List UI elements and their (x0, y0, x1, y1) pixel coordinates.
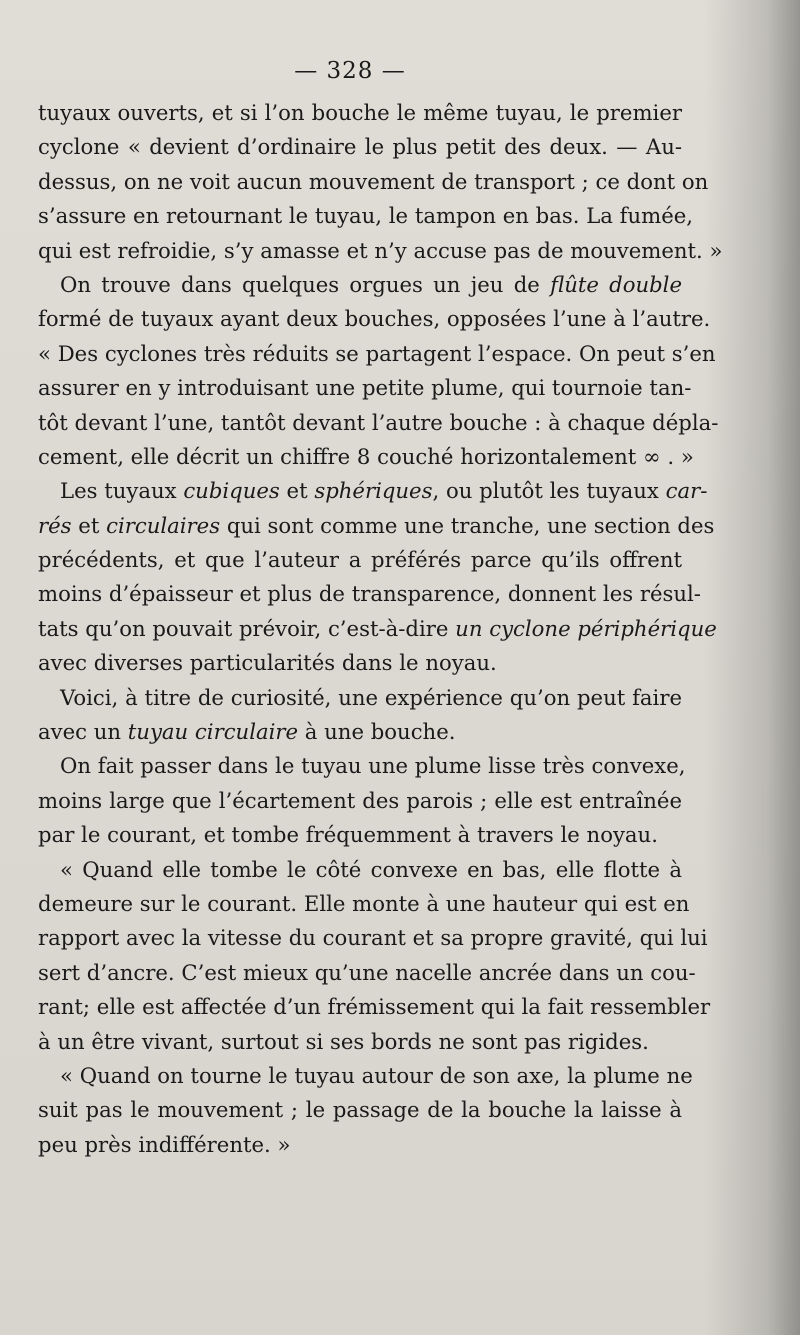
text-line: à un être vivant, surtout si ses bords ne sont pas rigides. (38, 1028, 649, 1054)
italic-text: rés (38, 512, 72, 538)
text-line: formé de tuyaux ayant deux bouches, opposées l’une à l’autre. (38, 306, 711, 332)
italic-text: cubiques (183, 478, 280, 504)
italic-text: car- (665, 478, 708, 504)
text-line: tôt devant l’une, tantôt devant l’autre bouche : à chaque dépla- (38, 409, 719, 435)
text-line: cyclone « devient d’ordinaire le plus petit des deux. — Au- (38, 134, 682, 160)
text-line: précédents, et que l’auteur a préférés parce qu’ils offrent (38, 547, 682, 573)
text-line: qui est refroidie, s’y amasse et n’y accuse pas de mouvement. » (38, 237, 723, 263)
italic-text: circulaires (106, 512, 221, 538)
text-line: par le courant, et tombe fréquemment à travers le noyau. (38, 822, 658, 848)
italic-text: tuyau circulaire (127, 719, 299, 745)
text-line: moins d’épaisseur et plus de transparence, donnent les résul- (38, 581, 701, 607)
body-text (38, 96, 723, 1162)
page-number: — 328 — (294, 58, 406, 84)
text-line: « Quand elle tombe le côté convexe en bas, elle flotte à (60, 856, 682, 882)
text-line (38, 268, 682, 302)
text-line: suit pas le mouvement ; le passage de la bouche la laisse à (38, 1097, 682, 1123)
text-line: tuyaux ouverts, et si l’on bouche le même tuyau, le premier (38, 100, 682, 125)
text-line: s’assure en retournant le tuyau, le tampon en bas. La fumée, (38, 203, 694, 229)
text-line: Voici, à titre de curiosité, une expérience qu’on peut faire (60, 684, 682, 710)
text-line: sert d’ancre. C’est mieux qu’une nacelle ancrée dans un cou- (38, 959, 696, 985)
text-segment: à une bouche. (298, 719, 456, 745)
text-line: rant; elle est affectée d’un frémissement qui la fait ressembler (38, 994, 711, 1020)
text-line: dessus, on ne voit aucun mouvement de transport ; ce dont on (38, 168, 709, 194)
italic-text: sphériques (314, 478, 433, 504)
text-line (38, 612, 717, 646)
text-line (38, 474, 708, 508)
text-segment: avec un (38, 719, 128, 745)
text-line: « Des cyclones très réduits se partagent l’espace. On peut s’en (38, 340, 716, 366)
text-line: « Quand on tourne le tuyau autour de son axe, la plume ne (60, 1062, 693, 1088)
text-line (38, 509, 715, 543)
text-segment: On trouve dans quelques orgues un jeu de (60, 271, 551, 297)
text-line: On fait passer dans le tuyau une plume lisse très convexe, (60, 753, 686, 779)
text-line: assurer en y introduisant une petite plume, qui tournoie tan- (38, 375, 692, 401)
text-line: rapport avec la vitesse du courant et sa propre gravité, qui lui (38, 925, 708, 951)
text-segment: et (71, 512, 107, 538)
text-segment: qui sont comme une tranche, une section des (220, 512, 715, 538)
text-line: cement, elle décrit un chiffre 8 couché horizontalement ∞ . » (38, 443, 694, 469)
text-line: demeure sur le courant. Elle monte à une hauteur qui est en (38, 890, 690, 916)
text-segment: tats qu’on pouvait prévoir, c’est-à-dire (38, 615, 456, 641)
text-line: moins large que l’écartement des parois ; elle est entraînée (38, 787, 682, 813)
italic-text: flûte double (550, 271, 682, 297)
italic-text: un cyclone périphérique (455, 615, 717, 641)
text-segment: et (279, 478, 315, 504)
text-line: peu près indifférente. » (38, 1131, 291, 1157)
text-line (38, 715, 682, 749)
text-line: avec diverses particularités dans le noyau. (38, 650, 497, 676)
text-segment: Les tuyaux (60, 478, 184, 504)
text-segment: , ou plutôt les tuyaux (432, 478, 666, 504)
